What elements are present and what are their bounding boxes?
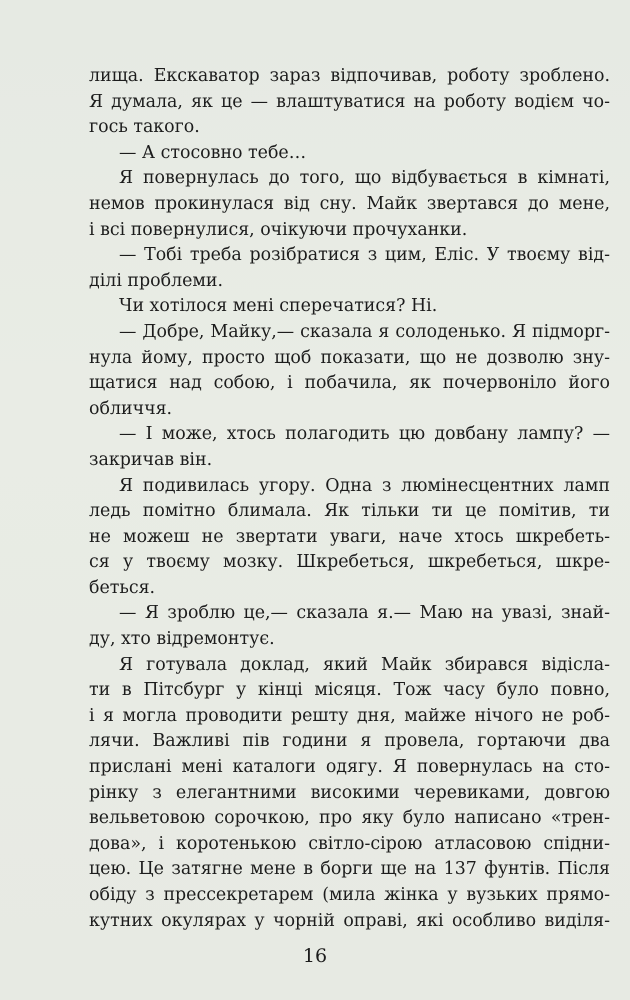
text-line: гось такого. xyxy=(89,117,200,138)
text-line: кутних окулярах у чорній оправі, які особливо виділя- xyxy=(89,910,610,931)
text-line: — Тобі треба розібратися з цим, Еліс. У твоєму від- xyxy=(119,245,610,266)
text-line: беться. xyxy=(89,577,156,598)
text-line: лячи. Важливі пів години я провела, гортаючи два xyxy=(89,731,610,752)
text-line: і всі повернулися, очікуючи прочуханки. xyxy=(89,219,468,240)
text-line: — А стосовно тебе… xyxy=(119,142,307,163)
text-line: не можеш не звертати уваги, наче хтось шкребеть- xyxy=(89,526,610,547)
text-line: — Добре, Майку,— сказала я солоденько. Я підморг- xyxy=(119,321,610,342)
text-line: нула йому, просто щоб показати, що не дозволю зну- xyxy=(89,347,610,368)
text-line: Я подивилась угору. Одна з люмінесцентних ламп xyxy=(119,475,610,496)
text-line: прислані мені каталоги одягу. Я повернулась на сто- xyxy=(89,757,610,778)
text-line: і я могла проводити решту дня, майже нічого не роб- xyxy=(89,705,610,726)
text-line: — І може, хтось полагодить цю довбану лампу? — xyxy=(119,424,610,445)
body-text xyxy=(89,64,610,934)
text-line: обіду з прессекретарем (мила жінка у вузьких прямо- xyxy=(89,885,610,905)
text-line: Я думала, як це — влаштуватися на роботу водієм чо- xyxy=(89,91,610,112)
text-line: Чи хотілося мені сперечатися? Ні. xyxy=(119,296,438,317)
text-line: немов прокинулася від сну. Майк звертався до мене, xyxy=(89,193,610,214)
text-line: цею. Це затягне мене в борги ще на 137 фунтів. Після xyxy=(89,859,610,880)
text-line: — Я зроблю це,— сказала я.— Маю на увазі, знай- xyxy=(119,603,610,624)
text-line: лища. Екскаватор зараз відпочивав, роботу зроблено. xyxy=(89,66,610,86)
text-line: ду, хто відремонтує. xyxy=(89,629,275,650)
text-line: ділі проблеми. xyxy=(89,270,224,291)
text-line: ся у твоєму мозку. Шкребеться, шкребеться, шкре- xyxy=(89,552,610,573)
text-line: дова», і коротенькою світло-сірою атласовою спідни- xyxy=(89,833,610,854)
text-line: ледь помітно блимала. Як тільки ти це помітив, ти xyxy=(89,501,610,522)
text-line: вельветовою сорочкою, про яку було написано «трен- xyxy=(89,808,610,829)
text-line: Я готувала доклад, який Майк збирався відісла- xyxy=(119,654,610,675)
text-line: обличчя. xyxy=(89,398,173,419)
text-line: щатися над собою, і побачила, як почервоніло його xyxy=(89,373,610,394)
text-line: Я повернулась до того, що відбувається в кімнаті, xyxy=(119,168,610,189)
text-line: ти в Пітсбург у кінці місяця. Тож часу було повно, xyxy=(89,680,610,701)
text-line: закричав він. xyxy=(89,449,213,470)
page-number: 16 xyxy=(302,945,328,967)
text-line: рінку з елегантними високими черевиками, довгою xyxy=(89,782,610,803)
